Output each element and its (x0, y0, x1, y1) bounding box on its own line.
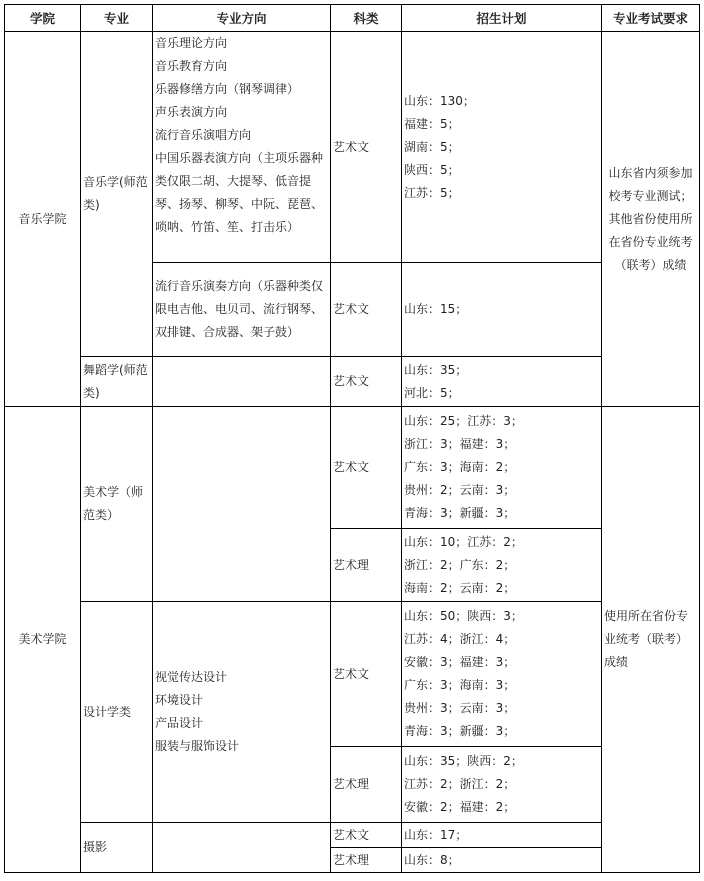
subject-cell: 艺术文 (331, 823, 402, 848)
direction-cell: 流行音乐演奏方向（乐器种类仅限电吉他、电贝司、流行钢琴、双排键、合成器、架子鼓） (153, 263, 331, 357)
header-row (5, 5, 700, 32)
plan-line: 广东：3；海南：2； (404, 460, 516, 474)
subject-cell: 艺术理 (331, 848, 402, 873)
direction-item: 视觉传达设计 (155, 670, 228, 684)
plan-line: 福建：5； (404, 116, 460, 131)
direction-item: 声乐表演方向 (155, 105, 228, 119)
direction-item: 乐器修缮方向（钢琴调律） (155, 82, 300, 96)
plan-line: 河北：5； (404, 385, 460, 400)
plan-line: 青海：3；新疆：3； (404, 724, 516, 738)
table-row (5, 357, 700, 407)
plan-line: 山东：25；江苏：3； (404, 414, 523, 428)
college-cell: 音乐学院 (5, 32, 81, 407)
header-requirement: 专业考试要求 (602, 5, 700, 32)
plan-line: 陕西：5； (404, 162, 460, 177)
plan-line: 江苏：2；浙江：2； (404, 777, 516, 791)
major-cell: 摄影 (81, 823, 153, 873)
subject-cell: 艺术文 (331, 602, 402, 747)
table-row (5, 407, 700, 529)
direction-item: 中国乐器表演方向（主项乐器种类仅限二胡、大提琴、低音提琴、扬琴、柳琴、中阮、琵琶、唢呐、竹笛、笙、打击乐） (155, 151, 324, 234)
header-subject: 科类 (331, 5, 402, 32)
plan-line: 山东：15； (404, 302, 468, 316)
plan-cell (402, 823, 602, 848)
direction-item: 产品设计 (155, 716, 204, 730)
direction-cell (153, 602, 331, 823)
plan-cell (402, 263, 602, 357)
plan-line: 山东：35； (404, 362, 468, 377)
plan-line: 青海：3；新疆：3； (404, 506, 516, 520)
direction-item: 流行音乐演唱方向 (155, 128, 252, 142)
plan-line: 山东：130； (404, 93, 475, 108)
header-college: 学院 (5, 5, 81, 32)
major-cell: 设计学类 (81, 602, 153, 823)
plan-line: 贵州：3；云南：3； (404, 701, 516, 715)
direction-item: 音乐理论方向 (155, 36, 228, 50)
requirement-cell: 使用所在省份专业统考（联考）成绩 (602, 407, 700, 873)
header-direction: 专业方向 (153, 5, 331, 32)
admissions-table (4, 4, 700, 873)
plan-cell (402, 407, 602, 529)
plan-line: 广东：3；海南：3； (404, 678, 516, 692)
college-cell: 美术学院 (5, 407, 81, 873)
table-row (5, 823, 700, 848)
plan-line: 湖南：5； (404, 139, 460, 154)
plan-line: 江苏：5； (404, 185, 460, 200)
plan-cell (402, 529, 602, 602)
subject-cell: 艺术理 (331, 747, 402, 823)
plan-cell (402, 357, 602, 407)
header-plan: 招生计划 (402, 5, 602, 32)
direction-cell (153, 357, 331, 407)
direction-item: 音乐教育方向 (155, 59, 228, 73)
plan-line: 山东：35；陕西：2； (404, 754, 523, 768)
plan-line: 山东：17； (404, 827, 468, 842)
direction-cell (153, 823, 331, 873)
requirement-cell: 山东省内须参加校考专业测试；其他省份使用所在省份专业统考（联考）成绩 (602, 32, 700, 407)
plan-line: 贵州：2；云南：3； (404, 483, 516, 497)
direction-cell (153, 32, 331, 263)
subject-cell: 艺术文 (331, 357, 402, 407)
direction-cell (153, 407, 331, 602)
plan-line: 浙江：2；广东：2； (404, 557, 516, 572)
major-cell: 美术学（师范类） (81, 407, 153, 602)
table-row (5, 602, 700, 747)
direction-list (155, 32, 328, 239)
plan-line: 浙江：3；福建：3； (404, 437, 516, 451)
plan-line: 山东：50；陕西：3； (404, 609, 523, 623)
header-major: 专业 (81, 5, 153, 32)
major-cell: 音乐学(师范类) (81, 32, 153, 357)
plan-cell (402, 32, 602, 263)
subject-cell: 艺术文 (331, 407, 402, 529)
plan-line: 山东：10；江苏：2； (404, 534, 523, 549)
plan-line: 江苏：4；浙江：4； (404, 632, 516, 646)
plan-line: 安徽：2；福建：2； (404, 800, 516, 814)
direction-item: 服装与服饰设计 (155, 739, 240, 753)
major-cell: 舞蹈学(师范类) (81, 357, 153, 407)
plan-cell (402, 848, 602, 873)
subject-cell: 艺术文 (331, 32, 402, 263)
plan-cell (402, 747, 602, 823)
subject-cell: 艺术文 (331, 263, 402, 357)
table-row (5, 32, 700, 263)
direction-item: 环境设计 (155, 693, 204, 707)
plan-line: 安徽：3；福建：3； (404, 655, 516, 669)
plan-cell (402, 602, 602, 747)
plan-line: 海南：2；云南：2； (404, 580, 516, 595)
subject-cell: 艺术理 (331, 529, 402, 602)
plan-line: 山东：8； (404, 852, 460, 867)
